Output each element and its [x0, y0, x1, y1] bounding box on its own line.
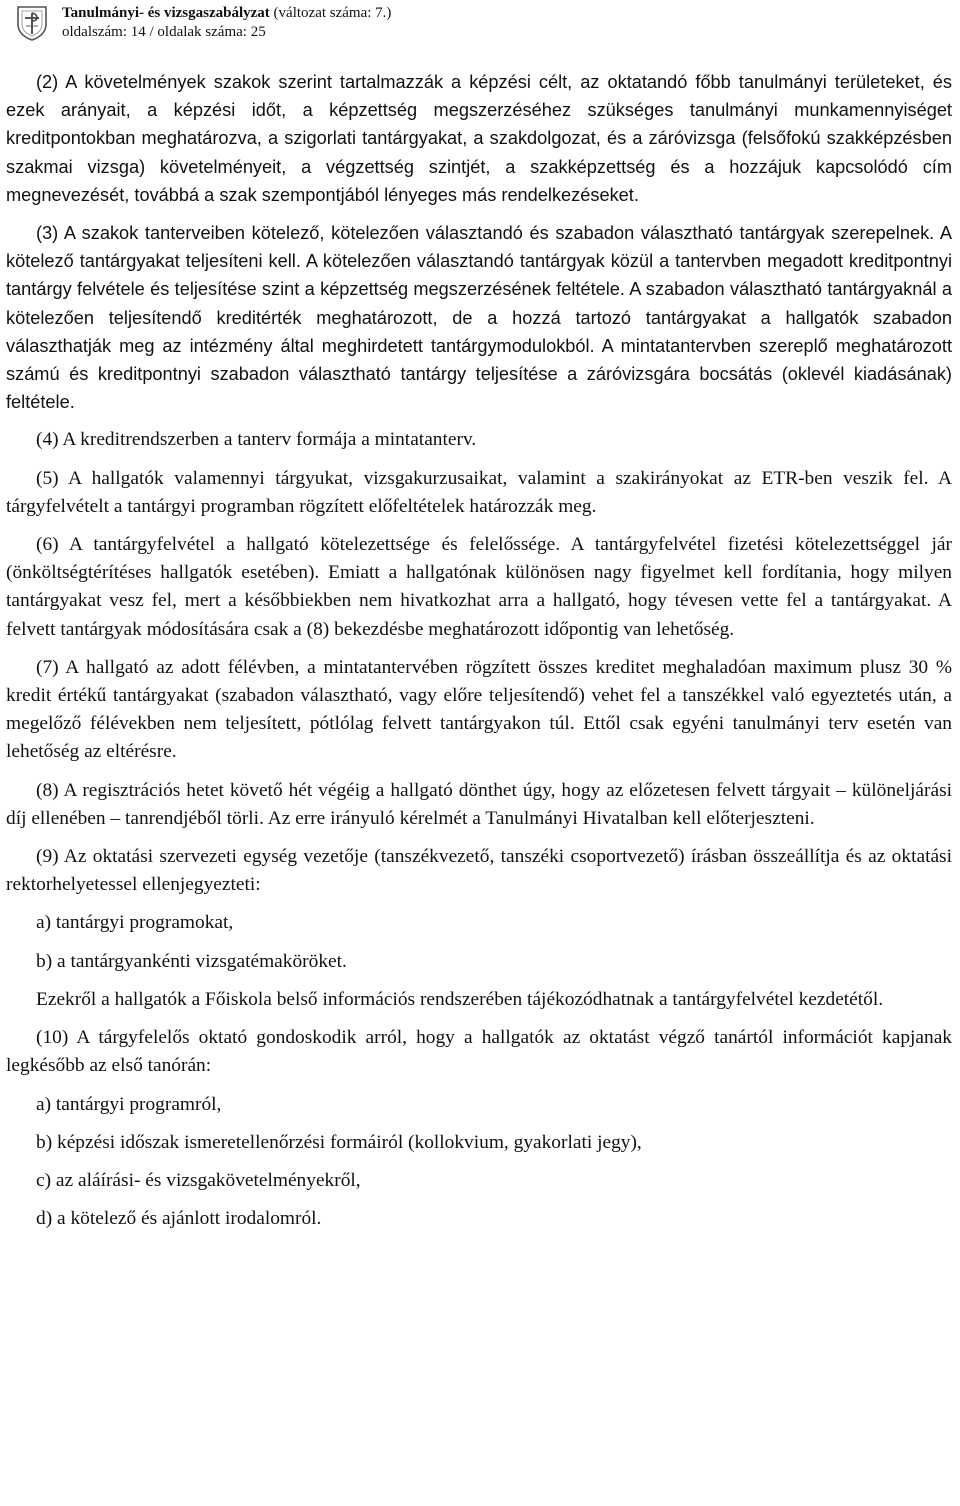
paragraph-7: (7) A hallgató az adott félévben, a mintatantervében rögzített összes kreditet meghaladóan maximum plusz 30 % kredit értékű tantárgyakat (szabadon választható, vagy előre teljesítendő) vehet fel a tanszékkel való egyeztetés után, a megelőző félévekben nem teljesített, pótlólag felvett tantárgyakon túl. Ettől csak egyéni tanulmányi terv esetén van lehetőség az eltérésre. [6, 656, 952, 763]
list-item: a) tantárgyi programokat, [36, 912, 234, 934]
paragraph-9: (9) Az oktatási szervezeti egység vezetője (tanszékvezető, tanszéki csoportvezető) írásban összeállítja és az oktatási rektorhelyetessel ellenjegyezteti: [6, 846, 952, 896]
header-text [62, 4, 391, 42]
paragraph-6: (6) A tantárgyfelvétel a hallgató kötelezettsége és felelőssége. A tantárgyfelvétel fizetési kötelezettséggel jár (önköltségtérítéses hallgatók esetében). Emiatt a hallgatónak különösen nagy figyelmet kell fordítania, hogy milyen tantárgyakat vesz fel, mert a későbbiekben nem hivatkozhat arra a hallgató, hogy tévesen vette fel a tantárgyakat. A felvett tantárgyak módosítására csak a (8) bekezdésbe meghatározott időpontig van lehetőség. [6, 534, 952, 640]
paragraph-4: (4) A kreditrendszerben a tanterv formája a mintatanterv. [36, 429, 477, 451]
document-title: Tanulmányi- és vizsgaszabályzat (változat száma: 7.) [62, 5, 392, 21]
document-body [6, 68, 952, 1233]
list-item: b) képzési időszak ismeretellenőrzési formáiról (kollokvium, gyakorlati jegy), [36, 1131, 642, 1153]
paragraph-9-note: Ezekről a hallgatók a Főiskola belső információs rendszerében tájékozódhatnak a tantárgyfelvétel kezdetétől. [36, 988, 884, 1010]
list-item: d) a kötelező és ajánlott irodalomról. [36, 1208, 322, 1230]
paragraph-8: (8) A regisztrációs hetet követő hét végéig a hallgató dönthet úgy, hogy az előzetesen felvett tárgyait – különeljárási díj ellenében – tanrendjéből törli. Az erre irányuló kérelmét a Tanulmányi Hivatalban kell előterjeszteni. [6, 779, 952, 829]
paragraph-5: (5) A hallgatók valamennyi tárgyukat, vizsgakurzusaikat, valamint a szakirányokat az ETR-ben veszik fel. A tárgyfelvételt a tantárgyi programban rögzített előfeltételek határozzák meg. [6, 467, 952, 517]
page-header [12, 4, 952, 42]
institution-crest-icon [12, 4, 52, 42]
list-item: b) a tantárgyankénti vizsgatémaköröket. [36, 950, 347, 972]
paragraph-3: (3) A szakok tanterveiben kötelező, kötelezően választandó és szabadon választható tantárgyak szerepelnek. A kötelező tantárgyakat teljesíteni kell. A kötelezően választandó tantárgyak közül a tantervben megadott kreditpontnyi tantárgy felvétele és teljesítése szint a képzettség megszerzésének feltétele. A szabadon választható tantárgyaknál a kötelezően teljesítendő kreditérték meghatározott, de a hozzá tartozó tantárgyakat a hallgatók szabadon választhatják meg az intézmény által meghirdetett tantárgymodulokból. A mintatantervben szereplő meghatározott számú és kreditpontnyi szabadon választható tantárgy teljesítése a záróvizsgára bocsátás (oklevél kiadásának) feltétele. [6, 223, 952, 413]
paragraph-2: (2) A követelmények szakok szerint tartalmazzák a képzési célt, az oktatandó főbb tanulmányi területeket, és ezek arányait, a képzési időt, a képzettség megszerzéséhez szükséges tanulmányi munkamennyiséget kreditpontokban meghatározva, a szigorlati tantárgyakat, a szakdolgozat, és a záróvizsga (felsőfokú szakképzésben szakmai vizsga) követelményeit, a végzettség szintjét, a szakképzettség és a hozzájuk kapcsolódó cím megnevezését, továbbá a szak szempontjából lényeges más rendelkezéseket. [6, 72, 952, 205]
list-item: a) tantárgyi programról, [36, 1093, 222, 1115]
page-info: oldalszám: 14 / oldalak száma: 25 [62, 24, 266, 40]
paragraph-10: (10) A tárgyfelelős oktató gondoskodik arról, hogy a hallgatók az oktatást végző tanártól információt kapjanak legkésőbb az első tanórán: [6, 1027, 952, 1077]
list-item: c) az aláírási- és vizsgakövetelményekről, [36, 1169, 361, 1191]
